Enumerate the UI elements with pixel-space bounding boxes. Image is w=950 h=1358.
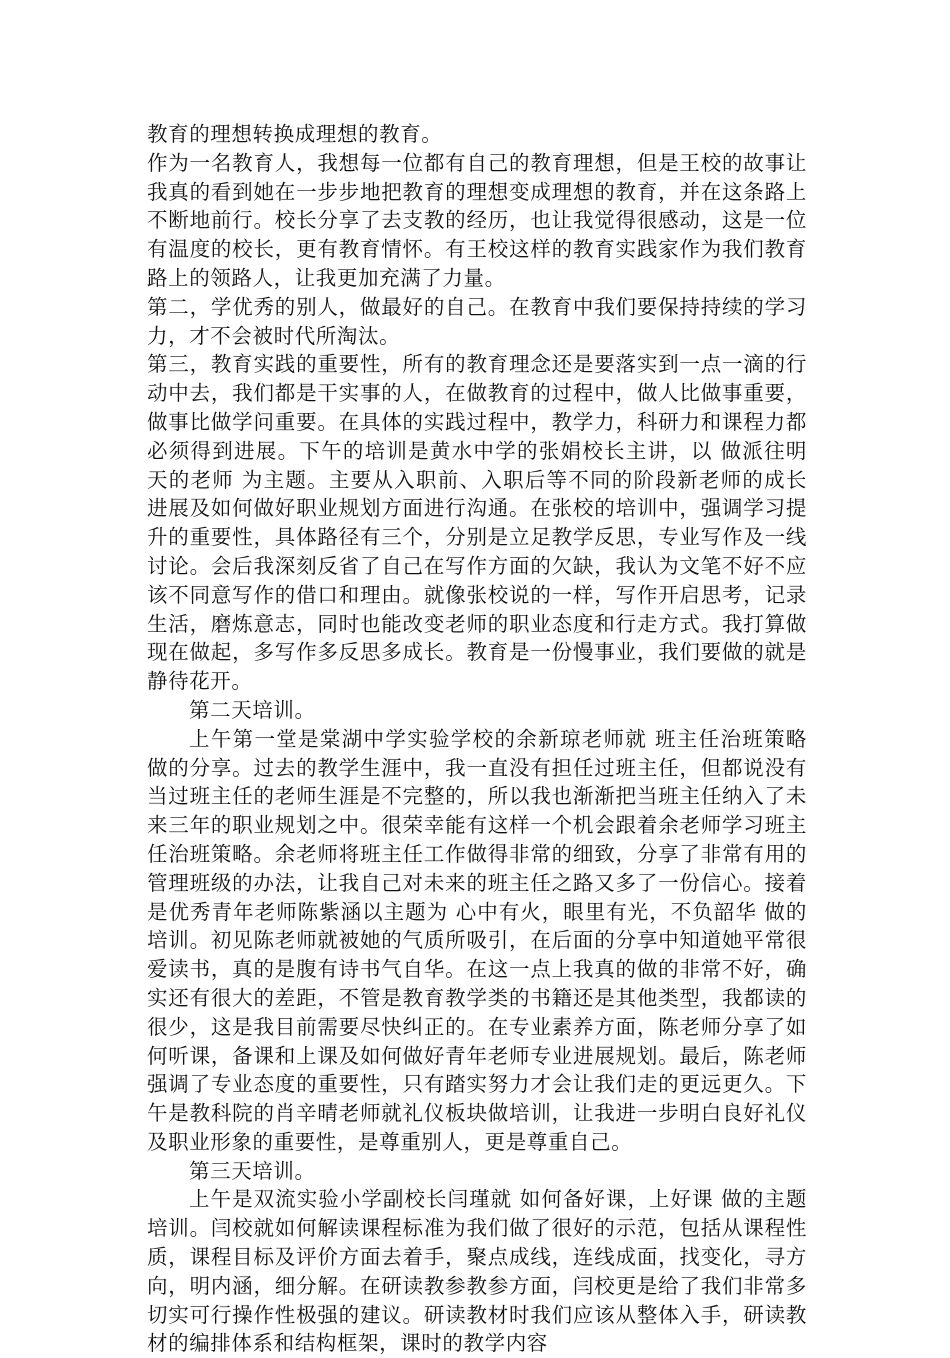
paragraph-day-3: 上午是双流实验小学副校长闫瑾就 如何备好课，上好课 做的主题培训。闫校就如何解读课程标准为我们做了很好的示范，包括从课程性质，课程目标及评价方面去着手，聚点成线，连线成面，找变化，寻方向，明内涵，细分解。在研读教参教参方面，闫校更是给了我们非常多切实可行操作性极强的建议。研读教材时我们应该从整体入手，研读教材的编排体系和结构框架，课时的教学内容 [147, 1187, 807, 1356]
paragraph-day-2: 上午第一堂是棠湖中学实验学校的余新琼老师就 班主任治班策略 做的分享。过去的教学生涯中，我一直没有担任过班主任，但都说没有当过班主任的老师生涯是不完整的，所以我也渐渐把当班主任纳入了未来三年的职业规划之中。很荣幸能有这样一个机会跟着余老师学习班主任治班策略。余老师将班主任工作做得非常的细致，分享了非常有用的管理班级的办法，让我自己对未来的班主任之路又多了一份信心。接着是优秀青年老师陈紫涵以主题为 心中有火，眼里有光，不负韶华 做的培训。初见陈老师就被她的气质所吸引，在后面的分享中知道她平常很爱读书，真的是腹有诗书气自华。在这一点上我真的做的非常不好，确实还有很大的差距，不管是教育教学类的书籍还是其他类型，我都读的很少，这是我目前需要尽快纠正的。在专业素养方面，陈老师分享了如何听课，备课和上课及如何做好青年老师专业进展规划。最后，陈老师强调了专业态度的重要性，只有踏实努力才会让我们走的更远更久。下午是教科院的肖辛晴老师就礼仪板块做培训，让我进一步明白良好礼仪及职业形象的重要性，是尊重别人，更是尊重自己。 [147, 726, 807, 1154]
paragraph-2: 作为一名教育人，我想每一位都有自己的教育理想，但是王校的故事让我真的看到她在一步步地把教育的理想变成理想的教育，并在这条路上不断地前行。校长分享了去支教的经历，也让我觉得很感动，这是一位有温度的校长，更有教育情怀。有王校这样的教育实践家作为我们教育路上的领路人，让我更加充满了力量。 [147, 150, 807, 290]
paragraph-4: 第三，教育实践的重要性，所有的教育理念还是要落实到一点一滴的行动中去，我们都是干实事的人，在做教育的过程中，做人比做事重要，做事比做学问重要。在具体的实践过程中，教学力，科研力和课程力都必须得到进展。下午的培训是黄水中学的张娟校长主讲，以 做派往明天的老师 为主题。主要从入职前、入职后等不同的阶段新老师的成长进展及如何做好职业规划方面进行沟通。在张校的培训中，强调学习提升的重要性，具体路径有三个，分别是立足教学反思，专业写作及一线讨论。会后我深刻反省了自己在写作方面的欠缺，我认为文笔不好不应该不同意写作的借口和理由。就像张校说的一样，写作开启思考，记录生活，磨炼意志，同时也能改变老师的职业态度和行走方式。我打算做现在做起，多写作多反思多成长。教育是一份慢事业，我们要做的就是静待花开。 [147, 352, 807, 694]
document-body [147, 120, 807, 1358]
section-heading-day-2: 第二天培训。 [189, 697, 316, 722]
section-heading-day-3: 第三天培训。 [189, 1158, 316, 1183]
paragraph-3: 第二，学优秀的别人，做最好的自己。在教育中我们要保持持续的学习力，才不会被时代所淘汰。 [147, 294, 807, 348]
paragraph-1: 教育的理想转换成理想的教育。 [147, 122, 443, 146]
